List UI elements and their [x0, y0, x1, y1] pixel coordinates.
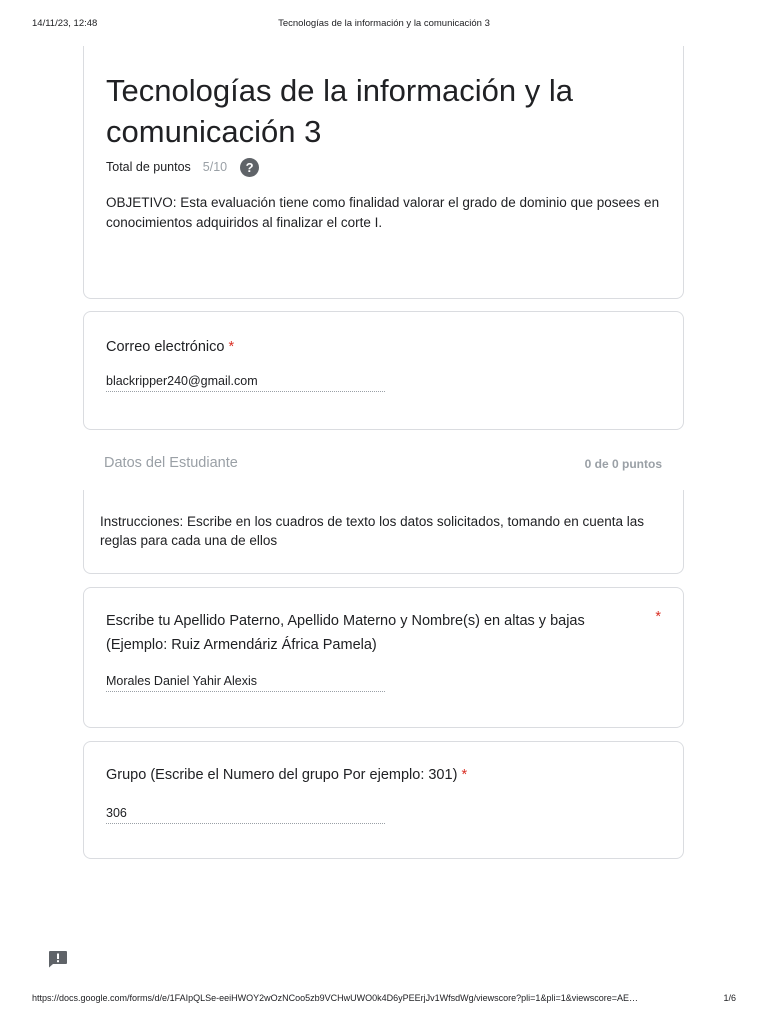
- print-url: https://docs.google.com/forms/d/e/1FAIpQLSe-eeiHWOY2wOzNCoo5zb9VCHwUWO0k4D6yPEErjJv1WfsdWg/viewscore?pli=1&pli=1&viewscore=AE…: [32, 993, 638, 1003]
- group-question-card: [83, 741, 684, 859]
- name-question-label: Escribe tu Apellido Paterno, Apellido Materno y Nombre(s) en altas y bajas (Ejemplo: Ruiz Armendáriz África Pamela): [106, 613, 585, 653]
- section-title: Datos del Estudiante: [104, 455, 238, 471]
- total-points-value: 5/10: [202, 160, 228, 174]
- name-answer: Morales Daniel Yahir Alexis: [106, 674, 385, 692]
- print-datetime: 14/11/23, 12:48: [32, 18, 98, 29]
- section-instructions-card: [83, 490, 684, 574]
- group-question-text: Grupo (Escribe el Numero del grupo Por ejemplo: 301): [106, 767, 458, 783]
- total-points-row: [106, 156, 259, 178]
- print-page-number: 1/6: [723, 993, 736, 1003]
- required-marker: *: [655, 609, 661, 625]
- group-answer: 306: [106, 806, 385, 824]
- email-answer: blackripper240@gmail.com: [106, 374, 385, 392]
- required-marker: *: [228, 339, 235, 355]
- section-header: [104, 455, 662, 475]
- section-instructions: Instrucciones: Escribe en los cuadros de texto los datos solicitados, tomando en cuenta las reglas para cada una de ellos: [100, 514, 645, 548]
- help-icon[interactable]: ?: [240, 158, 259, 177]
- group-question-label: [106, 763, 467, 787]
- print-footer: [32, 993, 736, 1007]
- total-points-label: Total de puntos: [106, 160, 191, 174]
- section-points: 0 de 0 puntos: [584, 457, 662, 471]
- form-title: Tecnologías de la información y la comunicación 3: [106, 73, 573, 149]
- required-marker: *: [461, 767, 468, 783]
- email-question-text: Correo electrónico: [106, 339, 225, 355]
- print-document-title: Tecnologías de la información y la comunicación 3: [278, 18, 490, 29]
- form-header-card: [83, 46, 684, 299]
- email-question-card: [83, 311, 684, 430]
- form-description: OBJETIVO: Esta evaluación tiene como finalidad valorar el grado de dominio que posees en conocimientos adquiridos al finalizar el corte I.: [106, 195, 660, 230]
- email-question-label: [106, 335, 234, 359]
- feedback-icon[interactable]: [48, 950, 68, 968]
- print-header: [32, 18, 736, 32]
- name-question-card: [83, 587, 684, 728]
